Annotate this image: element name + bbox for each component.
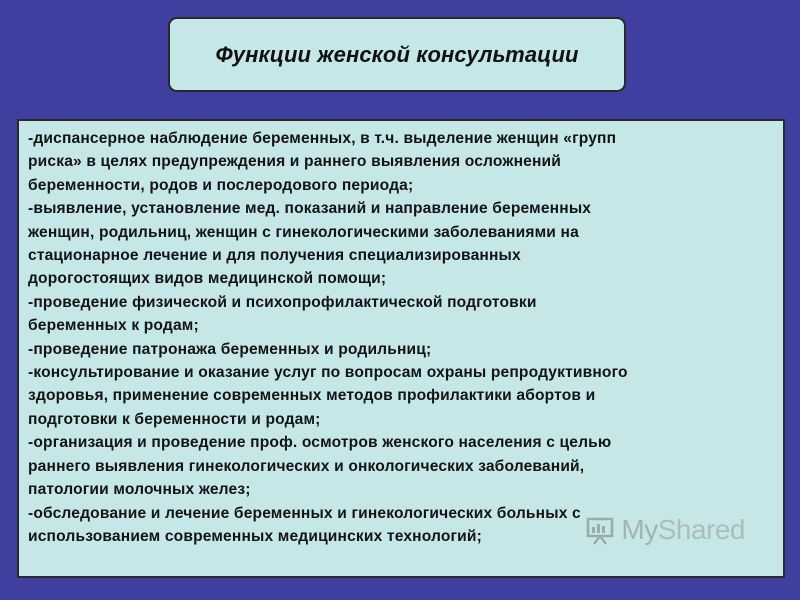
watermark-text [621,514,745,546]
watermark-my: My [621,514,658,545]
content-line: -диспансерное наблюдение беременных, в т.ч. выделение женщин «групп [28,130,617,147]
content-line: патологии молочных желез; [28,481,251,499]
content-box [17,119,785,578]
content-line: раннего выявления гинекологических и онкологических заболеваний, [28,457,585,475]
content-line: женщин, родильниц, женщин с гинекологическими заболеваниями на [28,223,579,241]
content-line: использованием современных медицинских технологий; [28,527,482,545]
watermark-shared: Shared [657,514,745,545]
content-line: -консультирование и оказание услуг по вопросам охраны репродуктивного [28,364,628,382]
content-line: риска» в целях предупреждения и раннего выявления осложнений [28,153,562,171]
content-line: здоровья, применение современных методов профилактики абортов и [28,387,596,405]
slide-title: Функции женской консультации [215,41,579,67]
content-line: беременности, родов и послеродового периода; [28,176,414,194]
content-line: подготовки к беременности и родам; [28,410,321,428]
content-line: -проведение патронажа беременных и родильниц; [28,340,432,358]
content-line: дорогостоящих видов медицинской помощи; [28,270,387,288]
content-line: -обследование и лечение беременных и гинекологических больных с [28,504,581,522]
content-line: -организация и проведение проф. осмотров женского населения с целью [28,434,612,452]
content-line: -проведение физической и психопрофилактической подготовки [28,293,537,311]
content-line: -выявление, установление мед. показаний и направление беременных [28,200,592,218]
content-line: стационарное лечение и для получения специализированных [28,247,521,265]
title-box [168,17,626,92]
content-line: беременных к родам; [28,317,199,335]
myshared-watermark [585,514,745,546]
presentation-board-icon [585,515,615,545]
